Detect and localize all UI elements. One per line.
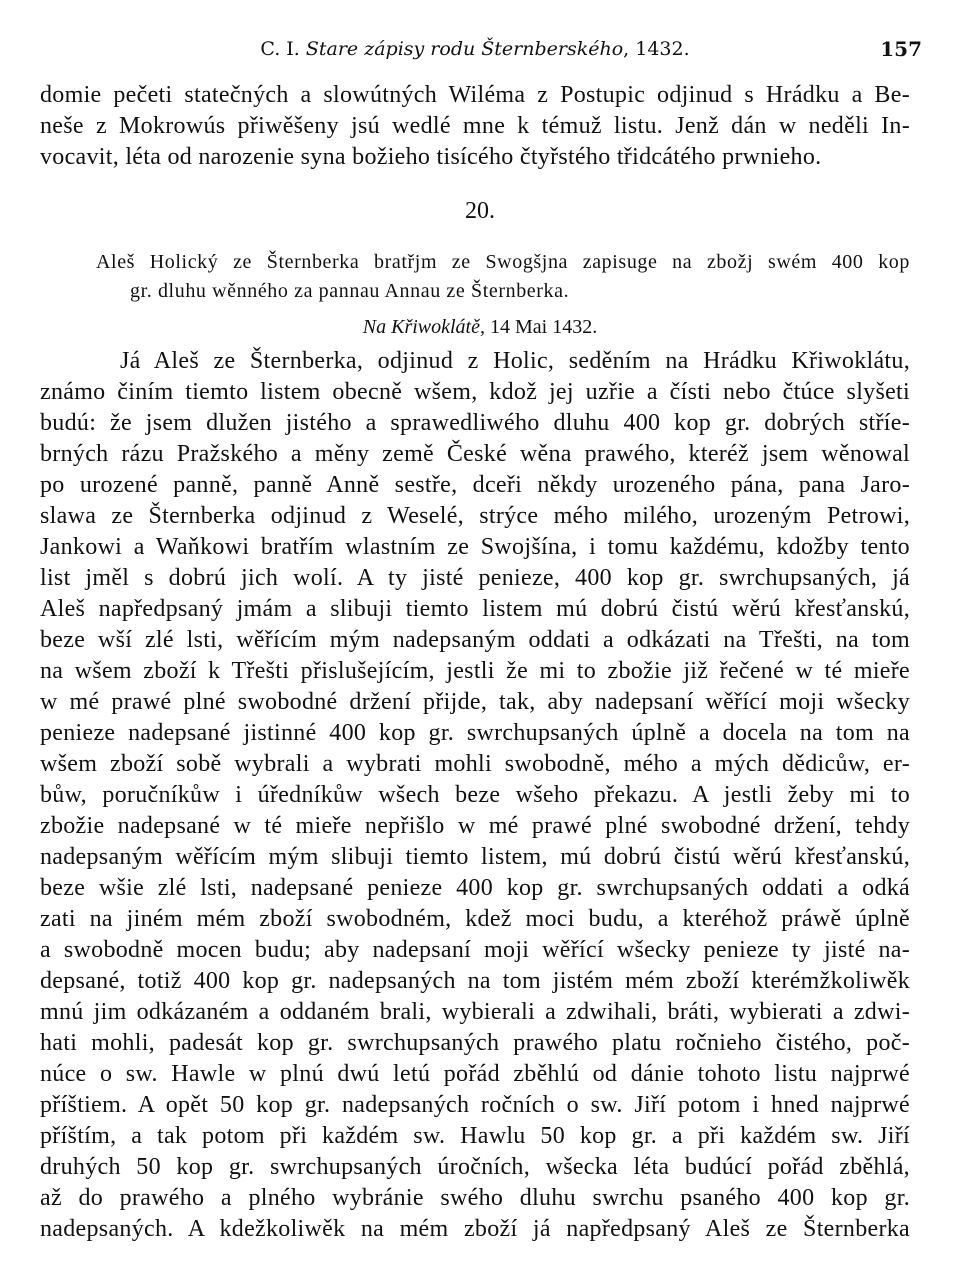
text-line: nadepsaným wěřícím mým slibuji tiemto listem, mú dobrú čistú wěrú křesťanskú,: [40, 844, 910, 870]
text-line: nadepsaných. A kdežkoliwěk na mém zboží já napředpsaný Aleš ze Šternberka: [40, 1216, 910, 1242]
text-line: Jankowi a Waňkowi bratřím wlastním ze Swojšína, i tomu každému, kdožby tento: [40, 534, 910, 560]
running-head: C. I. Stare zápisy rodu Šternberského, 1432.: [260, 38, 690, 60]
text-line: beze wšie zlé lsti, nadepsané penieze 400 kop gr. swrchupsaných oddati a odká: [40, 875, 910, 901]
chapter-label: C. I.: [260, 38, 300, 60]
document-number: 20.: [465, 198, 495, 224]
text-line: list jměl s dobrú jich wolí. A ty jisté penieze, 400 kop gr. swrchupsaných, já: [40, 565, 910, 591]
text-line: beze wší zlé lsti, wěřícím mým nadepsaným oddati a odkázati na Třešti, na tom: [40, 627, 910, 653]
text-line: neše z Mokrowús přiwěšeny jsú wedlé mne k témuž listu. Jenž dán w neděli In-: [40, 113, 910, 139]
text-line: zbožie nadepsané w té mieře nepřišlo w mé prawé plné swobodné držení, tehdy: [40, 813, 910, 839]
text-line: wšem zboží sobě wybrali a wybrati mohli swobodně, mého a mých dědicůw, er-: [40, 751, 910, 777]
running-title: Stare zápisy rodu Šternberského: [305, 38, 624, 60]
text-line: depsané, totiž 400 kop gr. nadepsaných na tom jistém mém zboží kterémžkoliwěk: [40, 968, 910, 994]
text-line: bůw, poručníkůw i úředníkůw wšech beze wšeho překazu. A jestli žeby mi to: [40, 782, 910, 808]
text-line: brných rázu Pražského a měny země České wěna prawého, kteréž jsem wěnowal: [40, 441, 910, 467]
text-line: po urozené panně, panně Anně sestře, dceři někdy urozeného pána, pana Jaro-: [40, 472, 910, 498]
text-line: penieze nadepsané jistinné 400 kop gr. swrchupsaných úplně a docela na tom na: [40, 720, 910, 746]
page-number: 157: [880, 37, 922, 61]
text-line: w mé prawé plné swobodné držení přijde, tak, aby nadepsaní wěřící moji wšecky: [40, 689, 910, 715]
place-date-line: [0, 313, 960, 341]
text-line: zati na jiném mém zboží swobodném, kdež moci budu, a kteréhož práwě úplně: [40, 906, 910, 932]
text-line: Aleš napředpsaný jmám a slibuji tiemto listem mú dobrú čistú wěrú křesťanskú,: [40, 596, 910, 622]
running-year: 1432.: [635, 38, 690, 60]
text-line: druhých 50 kop gr. swrchupsaných úročních, wšecka léta budúcí pořád zběhlá,: [40, 1154, 910, 1180]
text-line: příštiem. A opět 50 kop gr. nadepsaných ročních o sw. Jiří potom i hned najprwé: [40, 1092, 910, 1118]
summary-line: gr. dluhu wěnného za pannau Annau ze Šternberka.: [130, 280, 570, 302]
place-name: Na Křiwoklátě,: [362, 316, 485, 338]
text-line: známo činím tiemto listem obecně wšem, kdož jej uzřie a čísti nebo čtúce slyšeti: [40, 379, 910, 405]
text-line: hati mohli, padesát kop gr. swrchupsaných prawého platu ročnieho čistého, poč-: [40, 1030, 910, 1056]
text-line: slawa ze Šternberka odjinud z Weselé, strýce mého milého, urozeným Petrowi,: [40, 503, 910, 529]
text-line: budú: že jsem dlužen jistého a sprawedliwého dluhu 400 kop gr. dobrých stříe-: [40, 410, 910, 436]
text-line: núce o sw. Hawle w plnú dwú letú pořád zběhlú od dánie tohoto listu najprwé: [40, 1061, 910, 1087]
text-line: Já Aleš ze Šternberka, odjinud z Holic, seděním na Hrádku Křiwoklátu,: [120, 348, 910, 374]
text-line: domie pečeti statečných a slowútných Wiléma z Postupic odjinud s Hrádku a Be-: [40, 82, 910, 108]
text-line: příštím, a tak potom při každém sw. Hawlu 50 kop gr. a při každém sw. Jiří: [40, 1123, 910, 1149]
text-line: a swobodně mocen budu; aby nadepsaní moji wěřící wšecky penieze ty jisté na-: [40, 937, 910, 963]
text-line: na wšem zboží k Třešti přislušejícím, jestli že mi to zbožie již řečené w té mieře: [40, 658, 910, 684]
text-line: vocavit, léta od narozenie syna božieho tisícého čtyřstého třidcátého prwnieho.: [40, 144, 822, 170]
text-line: mnú jim odkázaném a oddaném brali, wybierali a zdwihali, bráti, wybierati a zdwi-: [40, 999, 910, 1025]
date: 14 Mai 1432.: [490, 316, 598, 338]
text-line: až do prawého a plného wybránie swého dluhu swrchu psaného 400 kop gr.: [40, 1185, 910, 1211]
summary-line: Aleš Holický ze Šternberka bratřjm ze Swogšjna zapisuge na zbožj swém 400 kop: [96, 251, 910, 273]
